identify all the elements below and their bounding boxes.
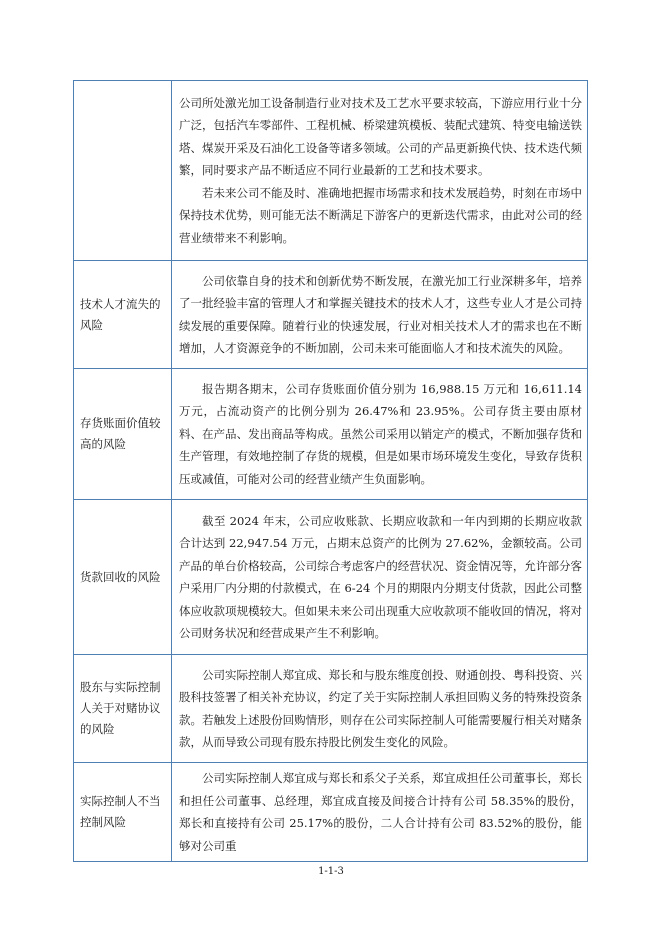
risk-name-cell: 实际控制人不当控制风险 bbox=[74, 763, 172, 862]
risk-name-cell: 存货账面价值较高的风险 bbox=[74, 369, 172, 500]
risk-description-cell bbox=[172, 500, 588, 655]
risk-name-cell: 技术人才流失的风险 bbox=[74, 261, 172, 369]
description-paragraph: 公司依靠自身的技术和创新优势不断发展，在激光加工行业深耕多年，培养了一批经验丰富的管理人才和掌握关键技术的技术人才，这些专业人才是公司持续发展的重要保障。随着行业的快速发展，行业对相关技术人才的需求也在不断增加，人才资源竞争的不断加剧，公司未来可能面临人才和技术流失的风险。 bbox=[179, 273, 582, 355]
risk-description-cell bbox=[172, 655, 588, 763]
risk-description-cell bbox=[172, 763, 588, 862]
description-paragraph: 公司实际控制人郑宜成、郑长和与股东维度创投、财通创投、粤科投资、兴股科技签署了相关补充协议，约定了关于实际控制人承担回购义务的特殊投资条款。若触发上述股份回购情形，则存在公司实际控制人可能需要履行相关对赌条款，从而导致公司现有股东持股比例发生变化的风险。 bbox=[179, 667, 582, 749]
table-row bbox=[74, 261, 588, 369]
risk-name-cell: 股东与实际控制人关于对赌协议的风险 bbox=[74, 655, 172, 763]
description-paragraph: 截至 2024 年末，公司应收账款、长期应收款和一年内到期的长期应收款合计达到 22,947.54 万元，占期末总资产的比例为 27.62%，金额较高。公司产品的单台价格较高，公司综合考虑客户的经营状况、资金情况等，允许部分客户采用厂内分期的付款模式，在 6-24 个月的期限内分期支付货款，因此公司整体应收款项规模较大。但如果未来公司出现重大应收款项不能收回的情况，将对公司财务状况和经营成果产生不利影响。 bbox=[179, 513, 582, 640]
page-number: 1-1-3 bbox=[318, 866, 344, 877]
risk-description-cell bbox=[172, 369, 588, 500]
table-row bbox=[74, 655, 588, 763]
table-row bbox=[74, 763, 588, 862]
description-paragraph: 报告期各期末，公司存货账面价值分别为 16,988.15 万元和 16,611.14 万元，占流动资产的比例分别为 26.47%和 23.95%。公司存货主要由原材料、在产品、发出商品等构成。虽然公司采用以销定产的模式，不断加强存货和生产管理，有效地控制了存货的规模，但是如果市场环境发生变化，导致存货积压或减值，可能对公司的经营业绩产生负面影响。 bbox=[179, 381, 582, 486]
risk-factors-table bbox=[73, 80, 588, 862]
risk-name-cell: 货款回收的风险 bbox=[74, 500, 172, 655]
table-row bbox=[74, 81, 588, 261]
description-paragraph: 公司所处激光加工设备制造行业对技术及工艺水平要求较高，下游应用行业十分广泛，包括汽车零部件、工程机械、桥梁建筑模板、装配式建筑、特变电输送铁塔、煤炭开采及石油化工设备等诸多领域。公司的产品更新换代快、技术迭代频繁，同时要求产品不断适应不同行业最新的工艺和技术要求。 bbox=[179, 95, 582, 178]
risk-description-cell bbox=[172, 81, 588, 261]
description-paragraph: 若未来公司不能及时、准确地把握市场需求和技术发展趋势，时刻在市场中保持技术优势，则可能无法不断满足下游客户的更新迭代需求，由此对公司的经营业绩带来不利影响。 bbox=[179, 185, 582, 245]
table-row bbox=[74, 369, 588, 500]
table-row bbox=[74, 500, 588, 655]
description-paragraph: 公司实际控制人郑宜成与郑长和系父子关系，郑宜成担任公司董事长，郑长和担任公司董事、总经理，郑宜成直接及间接合计持有公司 58.35%的股份，郑长和直接持有公司 25.17%的股份，二人合计持有公司 83.52%的股份，能够对公司重 bbox=[179, 771, 582, 853]
risk-name-cell bbox=[74, 81, 172, 261]
risk-description-cell bbox=[172, 261, 588, 369]
